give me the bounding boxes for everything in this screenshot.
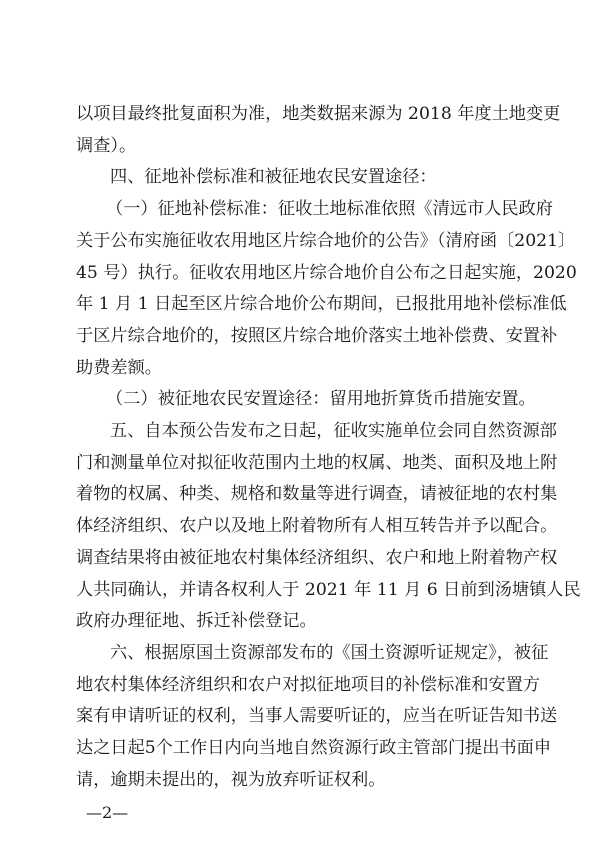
paragraph-line: 人共同确认，并请各权利人于 2021 年 11 月 6 日前到汤塘镇人民 (76, 579, 581, 600)
paragraph-line: 助费差额。 (76, 357, 162, 378)
paragraph-line: 年 1 月 1 日起至区片综合地价公布期间，已报批用地补偿标准低 (76, 294, 567, 315)
paragraph-line: 调查）。 (76, 135, 137, 156)
paragraph-line: 请，逾期未提出的，视为放弃听证权利。 (76, 769, 386, 790)
paragraph-line: 地农村集体经济组织和农户对拟征地项目的补偿标准和安置方 (76, 674, 541, 695)
paragraph-line: （二）被征地农民安置途径：留用地折算货币措施安置。 (106, 389, 536, 410)
page-number: —2— (86, 803, 129, 822)
paragraph-line: 六、根据原国土资源部发布的《国土资源听证规定》，被征 (110, 642, 549, 663)
paragraph-line: 以项目最终批复面积为准，地类数据来源为 2018 年度土地变更 (76, 104, 561, 124)
paragraph-line: 调查结果将由被征地农村集体经济组织、农户和地上附着物产权 (76, 547, 558, 568)
paragraph-line: 着物的权属、种类、规格和数量等进行调查，请被征地的农村集 (76, 484, 558, 505)
paragraph-line: 门和测量单位对拟征收范围内土地的权属、地类、面积及地上附 (76, 452, 558, 473)
paragraph-line: 45 号）执行。征收农用地区片综合地价自公布之日起实施，2020 (76, 262, 577, 283)
paragraph-line: 五、自本预公告发布之日起，征收实施单位会同自然资源部 (110, 421, 557, 441)
paragraph-line: 体经济组织、农户以及地上附着物所有人相互转告并予以配合。 (76, 516, 558, 537)
section-heading: 四、征地补偿标准和被征地农民安置途径： (110, 167, 437, 188)
paragraph-line: 案有申请听证的权利，当事人需要听证的，应当在听证告知书送 (76, 706, 558, 727)
paragraph-line: 关于公布实施征收农用地区片综合地价的公告》（清府函〔2021〕 (76, 230, 576, 251)
paragraph-line: （一）征地补偿标准：征收土地标准依照《清远市人民政府 (106, 199, 553, 220)
paragraph-line: 于区片综合地价的，按照区片综合地价落实土地补偿费、安置补 (76, 325, 558, 346)
paragraph-line: 达之日起5个工作日内向当地自然资源行政主管部门提出书面申 (76, 738, 552, 758)
paragraph-line: 政府办理征地、拆迁补偿登记。 (76, 611, 317, 632)
